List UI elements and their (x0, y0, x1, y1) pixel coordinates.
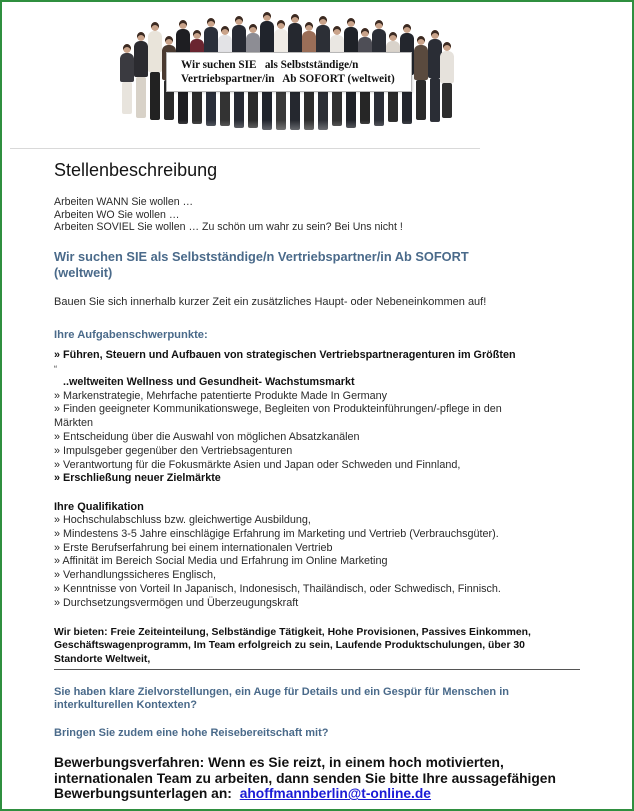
qualification-heading: Ihre Qualifikation (54, 501, 144, 513)
travel-question: Bringen Sie zudem eine hohe Reisebereitschaft mit? (54, 727, 329, 739)
intro-line-how-much: Arbeiten SOVIEL Sie wollen … Zu schön um wahr zu sein? Bei Uns nicht ! (54, 221, 403, 234)
offer-line-2: Geschäftswagenprogramm, Im Team erfolgreich zu sein, Laufende Produktschulungen, über 30 (54, 640, 525, 652)
task-item: » Verantwortung für die Fokusmärkte Asien und Japan oder Schweden und Finnland, (54, 458, 461, 471)
section-divider (54, 669, 580, 670)
page-title: Stellenbeschreibung (54, 160, 218, 180)
offer-block (54, 626, 594, 666)
offer-line-1: Wir bieten: Freie Zeiteinteilung, Selbständige Tätigkeit, Hohe Provisionen, Passives Einkommen, (54, 627, 531, 638)
tasks-list (54, 349, 594, 486)
task-item: » Entscheidung über die Auswahl von möglichen Absatzkanälen (54, 430, 360, 443)
intro-line-where: Arbeiten WO Sie wollen … (54, 208, 180, 221)
task-item: » Führen, Steuern und Aufbauen von strategischen Vertriebspartneragenturen im Größten (54, 349, 516, 361)
person-figure (134, 32, 148, 118)
task-item: ..weltweiten Wellness und Gesundheit- Wachstumsmarkt (63, 375, 355, 388)
application-line-3-text: Bewerbungsunterlagen an: (54, 786, 232, 802)
income-text: Bauen Sie sich innerhalb kurzer Zeit ein zusätzliches Haupt- oder Nebeneinkommen auf! (54, 296, 487, 308)
person-figure (148, 22, 162, 120)
qualification-list (54, 514, 594, 611)
floor-fade (116, 120, 456, 148)
task-item: » Impulsgeber gegenüber den Vertriebsagenturen (54, 444, 293, 457)
person-figure (414, 36, 428, 120)
intro-block (54, 196, 403, 234)
application-block (54, 755, 614, 802)
qualification-item: » Kenntnisse von Vorteil In Japanisch, Indonesisch, Thailändisch, oder Schwedisch, Finnisch. (54, 582, 501, 595)
intro-line-when: Arbeiten WANN Sie wollen … (54, 196, 194, 208)
goals-question (54, 686, 594, 713)
person-figure (120, 44, 134, 114)
job-headline-line-2: (weltweit) (54, 265, 113, 280)
qualification-item: » Verhandlungssicheres Englisch, (54, 569, 217, 582)
banner-textbox (166, 52, 412, 92)
qualification-item: » Erste Berufserfahrung bei einem internationalen Vertrieb (54, 541, 333, 554)
goals-line-2: interkulturellen Kontexten? (54, 699, 198, 712)
email-link[interactable]: ahoffmannberlin@t-online.de (239, 786, 431, 802)
task-item: » Markenstrategie, Mehrfache patentierte Produkte Made In Germany (54, 389, 388, 402)
qualification-item: » Durchsetzungsvermögen und Überzeugungskraft (54, 596, 299, 609)
hero-banner (116, 2, 456, 148)
job-headline (54, 249, 594, 281)
offer-line-3: Standorte Weltweit, (54, 653, 151, 665)
banner-line-1: Wir suchen SIE als Selbstständige/n (181, 59, 359, 71)
person-figure (440, 42, 454, 118)
task-item-continued: Märkten (54, 417, 94, 430)
goals-line-1: Sie haben klare Zielvorstellungen, ein Auge für Details und ein Gespür für Menschen in (54, 686, 509, 698)
qualification-item: » Mindestens 3-5 Jahre einschlägige Erfahrung im Marketing und Vertrieb (Verbrauchsgüter). (54, 527, 499, 540)
job-headline-line-1: Wir suchen SIE als Selbstständige/n Vertriebspartner/in Ab SOFORT (54, 249, 469, 264)
tasks-heading: Ihre Aufgabenschwerpunkte: (54, 329, 208, 341)
quote-mark: “ (54, 363, 57, 374)
hero-divider (10, 148, 480, 149)
application-line-3 (54, 786, 614, 802)
application-line-2: internationalen Team zu arbeiten, dann senden Sie bitte Ihre aussagefähigen (54, 770, 556, 786)
task-item: » Erschließung neuer Zielmärkte (54, 472, 221, 485)
banner-line-2: Vertriebspartner/in Ab SOFORT (weltweit) (181, 73, 395, 85)
qualification-item: » Affinität im Bereich Social Media und Erfahrung im Online Marketing (54, 555, 388, 568)
application-line-1: Bewerbungsverfahren: Wenn es Sie reizt, in einem hoch motivierten, (54, 755, 504, 770)
qualification-item: » Hochschulabschluss bzw. gleichwertige Ausbildung, (54, 514, 311, 526)
task-item: » Finden geeigneter Kommunikationswege, Begleiten von Produkteinführungen/-pflege in den (54, 403, 502, 416)
